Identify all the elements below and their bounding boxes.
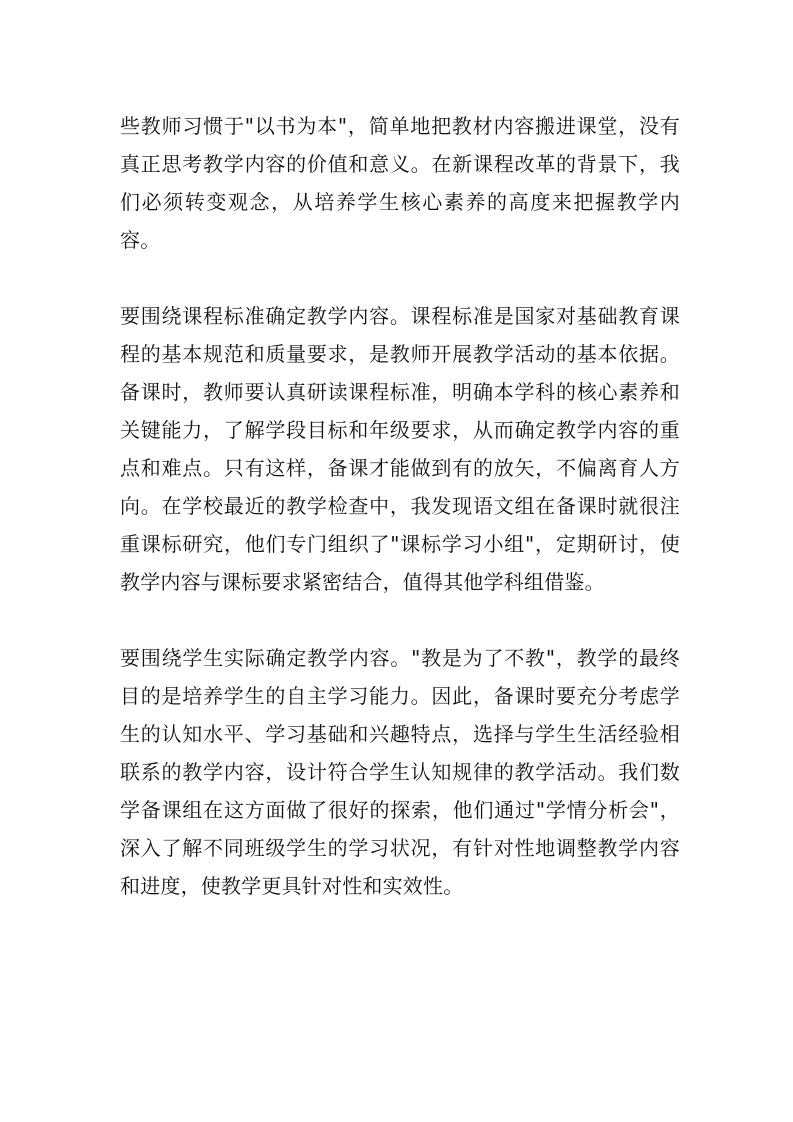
document-body (120, 107, 680, 905)
paragraph-1: 些教师习惯于"以书为本"，简单地把教材内容搬进课堂，没有真正思考教学内容的价值和意义。在新课程改革的背景下，我们必须转变观念，从培养学生核心素养的高度来把握教学内容。 (120, 114, 680, 252)
paragraph-3: 要围绕学生实际确定教学内容。"教是为了不教"，教学的最终目的是培养学生的自主学习能力。因此，备课时要充分考虑学生的认知水平、学习基础和兴趣特点，选择与学生生活经验相联系的教学内容，设计符合学生认知规律的教学活动。我们数学备课组在这方面做了很好的探索，他们通过"学情分析会"，深入了解不同班级学生的学习状况，有针对性地调整教学内容和进度，使教学更具针对性和实效性。 (120, 646, 680, 898)
paragraph-2: 要围绕课程标准确定教学内容。课程标准是国家对基础教育课程的基本规范和质量要求，是教师开展教学活动的基本依据。备课时，教师要认真研读课程标准，明确本学科的核心素养和关键能力，了解学段目标和年级要求，从而确定教学内容的重点和难点。只有这样，备课才能做到有的放矢，不偏离育人方向。在学校最近的教学检查中，我发现语文组在备课时就很注重课标研究，他们专门组织了"课标学习小组"，定期研讨，使教学内容与课标要求紧密结合，值得其他学科组借鉴。 (120, 304, 680, 594)
